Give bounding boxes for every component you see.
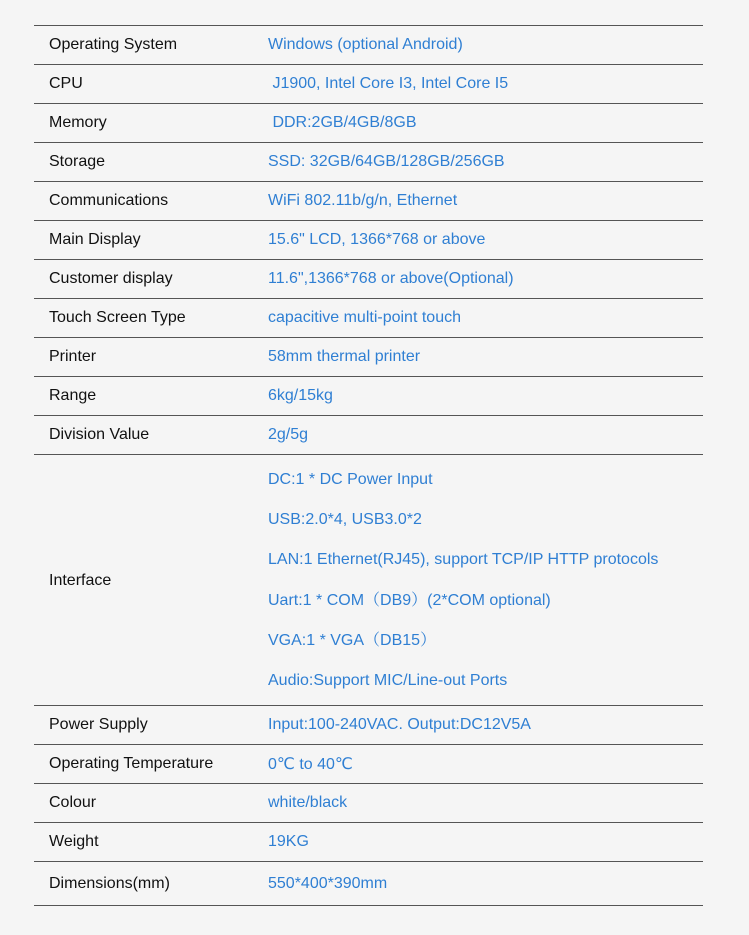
spec-row-range xyxy=(34,377,703,416)
spec-value: 15.6" LCD, 1366*768 or above xyxy=(268,231,486,248)
spec-label: Range xyxy=(49,387,97,404)
spec-value: 6kg/15kg xyxy=(268,387,333,404)
spec-row-operating-system xyxy=(34,26,703,65)
spec-value: capacitive multi-point touch xyxy=(268,309,461,326)
spec-label: Weight xyxy=(49,833,99,851)
spec-value: white/black xyxy=(268,794,348,812)
spec-table xyxy=(34,25,703,906)
spec-value: WiFi 802.11b/g/n, Ethernet xyxy=(268,192,458,209)
spec-row-division-value xyxy=(34,416,703,455)
spec-row-customer-display xyxy=(34,260,703,299)
interface-line-vga: VGA:1 * VGA（DB15） xyxy=(268,631,437,649)
spec-row-memory xyxy=(34,104,703,143)
spec-row-interface xyxy=(34,455,703,706)
spec-row-main-display xyxy=(34,221,703,260)
spec-label: Touch Screen Type xyxy=(49,309,186,326)
spec-value: DDR:2GB/4GB/8GB xyxy=(268,114,417,131)
spec-value: 0℃ to 40℃ xyxy=(268,756,353,774)
interface-line-lan: LAN:1 Ethernet(RJ45), support TCP/IP HTTP protocols xyxy=(268,551,659,569)
spec-value: Windows (optional Android) xyxy=(268,36,463,53)
spec-value: J1900, Intel Core I3, Intel Core I5 xyxy=(268,75,509,92)
spec-value: 58mm thermal printer xyxy=(268,348,421,365)
spec-value: 550*400*390mm xyxy=(268,874,388,892)
spec-row-dimensions xyxy=(34,862,703,906)
spec-label: Communications xyxy=(49,192,169,209)
spec-row-colour xyxy=(34,784,703,823)
spec-value: 2g/5g xyxy=(268,426,309,443)
interface-line-audio: Audio:Support MIC/Line-out Ports xyxy=(268,671,508,689)
spec-label: Power Supply xyxy=(49,716,148,734)
spec-label: CPU xyxy=(49,75,83,92)
spec-row-cpu xyxy=(34,65,703,104)
spec-row-weight xyxy=(34,823,703,862)
spec-value: SSD: 32GB/64GB/128GB/256GB xyxy=(268,153,505,170)
spec-row-power-supply xyxy=(34,706,703,745)
spec-label: Memory xyxy=(49,114,107,131)
spec-value: 11.6",1366*768 or above(Optional) xyxy=(268,270,514,287)
spec-label: Storage xyxy=(49,153,106,170)
interface-line-usb: USB:2.0*4, USB3.0*2 xyxy=(268,511,422,529)
spec-row-operating-temperature xyxy=(34,745,703,784)
spec-label: Dimensions(mm) xyxy=(49,874,170,892)
spec-row-touch-screen-type xyxy=(34,299,703,338)
spec-row-storage xyxy=(34,143,703,182)
spec-row-communications xyxy=(34,182,703,221)
spec-label: Operating Temperature xyxy=(49,755,214,773)
spec-label: Colour xyxy=(49,794,97,812)
spec-label: Division Value xyxy=(49,426,150,443)
interface-line-dc: DC:1 * DC Power Input xyxy=(268,471,433,488)
spec-label: Customer display xyxy=(49,270,173,287)
spec-label: Main Display xyxy=(49,231,141,248)
interface-value-list xyxy=(268,460,703,701)
spec-row-printer xyxy=(34,338,703,377)
interface-line-uart: Uart:1 * COM（DB9）(2*COM optional) xyxy=(268,591,551,609)
spec-label: Printer xyxy=(49,348,97,365)
spec-value: 19KG xyxy=(268,833,309,851)
spec-label: Operating System xyxy=(49,36,178,53)
spec-label: Interface xyxy=(49,571,112,589)
spec-value: Input:100-240VAC. Output:DC12V5A xyxy=(268,716,531,734)
